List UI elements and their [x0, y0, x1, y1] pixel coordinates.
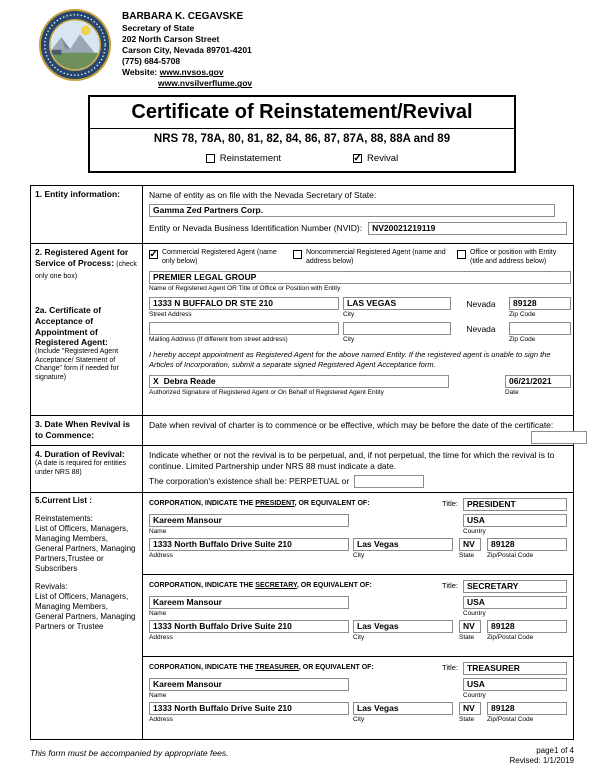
officer-block-secretary	[143, 575, 573, 657]
page-number: page1 of 4	[536, 745, 574, 755]
office-position-label: Office or position with Entity (title and address below)	[470, 249, 557, 265]
title-label: Title:	[442, 499, 458, 509]
officer-title-input[interactable]: TREASURER	[463, 662, 567, 675]
address-label: Address	[149, 552, 173, 559]
duration-prompt: Indicate whether or not the revival is to be perpetual, and, if not perpetual, the time for which the revival is to continue. Limited Partnership under NRS 88 must indicate a date.	[149, 450, 555, 471]
officer-zip-input[interactable]: 89128	[487, 620, 567, 633]
agent-mailing-input[interactable]	[149, 322, 339, 335]
section4-note: (A date is required for entities under NRS 88)	[35, 459, 127, 476]
noncommercial-agent-option[interactable]	[293, 249, 449, 266]
zip-label: Zip/Postal Code	[487, 552, 534, 559]
mailing-label: Mailing Address (If different from street address)	[149, 336, 288, 343]
website-label: Website:	[122, 67, 158, 78]
section4-heading: 4. Duration of Revival:	[35, 449, 125, 460]
section1-content-cell	[143, 186, 573, 243]
nvid-label: Entity or Nevada Business Identification Number (NVID):	[149, 223, 363, 234]
officer-title-input[interactable]: PRESIDENT	[463, 498, 567, 511]
signature-x-mark: X	[153, 376, 159, 387]
form-statutes: NRS 78, 78A, 80, 81, 82, 84, 86, 87, 87A, 88, 88A and 89	[153, 133, 451, 146]
officer-address-input[interactable]: 1333 North Buffalo Drive Suite 210	[149, 538, 349, 551]
city-label: City	[353, 716, 365, 723]
reinstatement-option[interactable]	[206, 153, 281, 164]
section3-label-cell	[31, 416, 143, 445]
revival-checkbox[interactable]: ✓	[353, 152, 362, 164]
office-address-line1: 202 North Carson Street	[122, 34, 220, 45]
agent-state-static: Nevada	[466, 298, 496, 309]
section1-heading: 1. Entity information:	[35, 189, 120, 200]
duration-input[interactable]	[354, 475, 424, 488]
officer-state-input[interactable]: NV	[459, 538, 481, 551]
agent-signature-input[interactable]	[149, 375, 449, 388]
secretary-title: Secretary of State	[122, 23, 195, 33]
section2a-note: (Include "Registered Agent Acceptance/ Statement of Change" form if needed for signature)	[35, 347, 119, 382]
officer-name-input[interactable]: Kareem Mansour	[149, 514, 349, 527]
signature-label: Authorized Signature of Registered Agent or On Behalf of Registered Agent Entity	[149, 389, 384, 397]
section2-label-cell	[31, 244, 143, 415]
section2-heading: 2. Registered Agent for Service of Process:	[35, 247, 129, 268]
name-label: Name	[149, 527, 167, 535]
section4-label-cell	[31, 446, 143, 491]
officer-heading: CORPORATION, INDICATE THE TREASURER, OR EQUIVALENT OF:	[149, 663, 374, 671]
agent-zip-input[interactable]: 89128	[509, 297, 571, 310]
agent-mailing-zip-input[interactable]	[509, 322, 571, 335]
officer-address-input[interactable]: 1333 North Buffalo Drive Suite 210	[149, 620, 349, 633]
section5-row	[31, 493, 573, 739]
officer-city-input[interactable]: Las Vegas	[353, 538, 453, 551]
state-label: State	[459, 716, 475, 723]
entity-name-input[interactable]: Gamma Zed Partners Corp.	[149, 204, 555, 217]
city-label: City	[353, 634, 365, 641]
officer-name-input[interactable]: Kareem Mansour	[149, 678, 349, 691]
section4-content-cell	[143, 446, 573, 491]
revivals-label: Revivals:	[35, 581, 68, 591]
agent-mailing-city-input[interactable]	[343, 322, 451, 335]
letterhead	[38, 8, 604, 89]
title-divider	[90, 128, 514, 129]
section2-row	[31, 244, 573, 416]
commercial-agent-option[interactable]	[149, 249, 285, 266]
agent-mailing-row	[149, 322, 571, 343]
state-label: State	[459, 634, 475, 641]
zip-label: Zip/Postal Code	[487, 716, 534, 723]
officer-country-input[interactable]: USA	[463, 596, 567, 609]
form-table	[30, 185, 574, 739]
address-label: Address	[149, 634, 173, 641]
form-type-selector	[90, 153, 514, 164]
perpetual-prompt: The corporation's existence shall be: PERPETUAL or	[149, 475, 350, 486]
country-label: Country	[463, 609, 486, 617]
officer-name-input[interactable]: Kareem Mansour	[149, 596, 349, 609]
agent-street-row	[149, 297, 571, 318]
officer-address-input[interactable]: 1333 North Buffalo Drive Suite 210	[149, 702, 349, 715]
acceptance-statement: I hereby accept appointment as Registered Agent for the above named Entity. If the registered agent is unable to sign the Articles of Incorporation, submit a separate signed Registered Agent Acceptance form.	[149, 350, 551, 369]
country-label: Country	[463, 691, 486, 699]
city-label: City	[343, 310, 355, 318]
country-label: Country	[463, 527, 486, 535]
officer-state-input[interactable]: NV	[459, 702, 481, 715]
officer-block-president	[143, 493, 573, 575]
officer-title-input[interactable]: SECRETARY	[463, 580, 567, 593]
officer-country-input[interactable]: USA	[463, 514, 567, 527]
commence-date-prompt: Date when revival of charter is to commence or be effective, which may be before the date of the certificate:	[149, 420, 554, 431]
office-phone: (775) 684-5708	[122, 56, 181, 67]
section2-content-cell	[143, 244, 577, 415]
agent-signature-value: Debra Reade	[163, 376, 216, 387]
section5-heading: 5.Current List :	[35, 495, 92, 505]
officer-city-input[interactable]: Las Vegas	[353, 702, 453, 715]
page-footer	[30, 746, 574, 767]
secretary-name: BARBARA K. CEGAVSKE	[122, 11, 244, 22]
zip-label: Zip Code	[509, 310, 536, 318]
reinstatement-checkbox[interactable]	[206, 154, 215, 163]
commercial-agent-checkbox[interactable]: ✓	[149, 248, 158, 260]
agent-name-label: Name of Registered Agent OR Title of Office or Position with Entity	[149, 285, 341, 293]
section2a-heading: 2a. Certificate of Acceptance of Appointment of Registered Agent:	[35, 305, 108, 348]
revised-date: Revised: 1/1/2019	[509, 755, 574, 765]
section1-row	[31, 186, 573, 244]
signature-date-input[interactable]: 06/21/2021	[505, 375, 571, 388]
reinstatements-text: List of Officers, Managers, Managing Members, General Partners, Managing Partners,Trustee or Subscribers	[35, 523, 136, 573]
officer-state-input[interactable]: NV	[459, 620, 481, 633]
reinstatements-label: Reinstatements:	[35, 513, 93, 523]
agent-type-options	[149, 249, 571, 266]
street-label: Street Address	[149, 310, 192, 318]
commercial-agent-label: Commercial Registered Agent (name only below)	[162, 249, 277, 265]
entity-name-prompt: Name of entity as on file with the Nevada Secretary of State:	[149, 190, 377, 201]
state-label: State	[459, 552, 475, 559]
section3-content-cell	[143, 416, 595, 445]
title-label: Title:	[442, 581, 458, 591]
officer-zip-input[interactable]: 89128	[487, 538, 567, 551]
noncommercial-agent-label: Noncommercial Registered Agent (name and address below)	[306, 249, 446, 265]
mailing-zip-label: Zip Code	[509, 336, 536, 343]
revival-label: Revival	[367, 153, 399, 165]
officer-city-input[interactable]: Las Vegas	[353, 620, 453, 633]
section2-note: (check only one box)	[35, 260, 137, 280]
agent-mailing-state-static: Nevada	[466, 324, 496, 334]
office-position-checkbox[interactable]	[457, 250, 466, 259]
section4-row	[31, 446, 573, 492]
website-link-silverflume[interactable]: www.nvsilverflume.gov	[158, 78, 253, 89]
name-label: Name	[149, 609, 167, 617]
letterhead-text	[122, 8, 252, 89]
website-link-nvsos[interactable]: www.nvsos.gov	[159, 67, 224, 78]
nevada-state-seal-icon	[38, 8, 112, 82]
mailing-city-label: City	[343, 336, 355, 343]
section3-heading: 3. Date When Revival is to Commence:	[35, 419, 130, 440]
form-title: Certificate of Reinstatement/Revival	[131, 101, 473, 124]
agent-city-input[interactable]: LAS VEGAS	[343, 297, 451, 310]
signature-row	[149, 375, 571, 396]
title-label: Title:	[442, 663, 458, 673]
date-label: Date	[505, 389, 519, 397]
reinstatement-label: Reinstatement	[219, 153, 282, 165]
fees-note: This form must be accompanied by appropriate fees.	[30, 747, 229, 758]
form-title-box	[88, 95, 516, 173]
section5-label-cell	[31, 493, 143, 739]
section3-row	[31, 416, 573, 446]
name-label: Name	[149, 691, 167, 699]
officer-heading: CORPORATION, INDICATE THE PRESIDENT, OR EQUIVALENT OF:	[149, 499, 370, 507]
agent-name-input[interactable]: PREMIER LEGAL GROUP	[149, 271, 571, 284]
officer-country-input[interactable]: USA	[463, 678, 567, 691]
office-position-option[interactable]	[457, 249, 569, 266]
officers-list-cell	[143, 493, 573, 739]
officer-zip-input[interactable]: 89128	[487, 702, 567, 715]
section1-label-cell	[31, 186, 143, 243]
commence-date-input[interactable]	[531, 431, 587, 444]
agent-street-input[interactable]: 1333 N BUFFALO DR STE 210	[149, 297, 339, 310]
noncommercial-agent-checkbox[interactable]	[293, 250, 302, 259]
revival-option[interactable]	[353, 153, 398, 164]
nvid-input[interactable]: NV20021219119	[368, 222, 567, 235]
revivals-text: List of Officers, Managers, Managing Members, General Partners, Managing Partners or Trustee	[35, 591, 136, 631]
officer-block-treasurer	[143, 657, 573, 739]
city-label: City	[353, 552, 365, 559]
address-label: Address	[149, 716, 173, 723]
zip-label: Zip/Postal Code	[487, 634, 534, 641]
officer-heading: CORPORATION, INDICATE THE SECRETARY, OR EQUIVALENT OF:	[149, 581, 372, 589]
office-address-line2: Carson City, Nevada 89701-4201	[122, 45, 252, 56]
